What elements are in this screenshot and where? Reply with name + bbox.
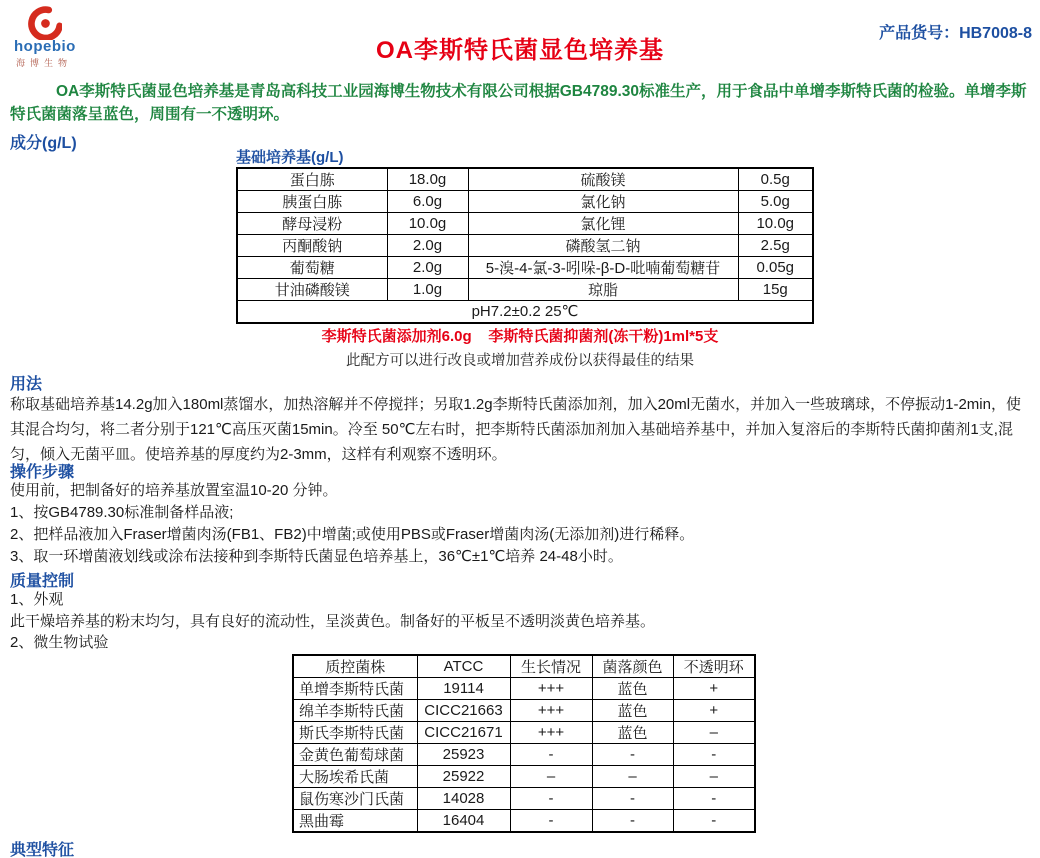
- table-cell: 10.0g: [738, 213, 813, 235]
- table-cell: 鼠伤寒沙门氏菌: [293, 788, 417, 810]
- table-cell: 葡萄糖: [237, 257, 387, 279]
- table-cell: -: [673, 788, 755, 810]
- qc-table-header-row: [293, 655, 755, 678]
- table-cell: 胰蛋白胨: [237, 191, 387, 213]
- table-row: [237, 235, 813, 257]
- table-cell: 5-溴-4-氯-3-吲哚-β-D-吡喃葡萄糖苷: [468, 257, 738, 279]
- table-cell: -: [592, 744, 673, 766]
- table-row: [293, 744, 755, 766]
- table-cell: 0.05g: [738, 257, 813, 279]
- table-cell: –: [592, 766, 673, 788]
- table-cell: –: [673, 722, 755, 744]
- table-cell: 蓝色: [592, 678, 673, 700]
- section-heading-typical: 典型特征: [10, 842, 75, 858]
- text-line: 3、取一环增菌液划线或涂布法接种到李斯特氏菌显色培养基上，36℃±1℃培养 24-48小时。: [10, 548, 623, 565]
- table-cell: 单增李斯特氏菌: [293, 678, 417, 700]
- table-cell: 25923: [417, 744, 510, 766]
- table-cell: 氯化钠: [468, 191, 738, 213]
- table-cell: CICC21671: [417, 722, 510, 744]
- section-heading-procedure: 操作步骤: [10, 464, 75, 481]
- table-cell: 硫酸镁: [468, 168, 738, 191]
- table-cell: –: [673, 766, 755, 788]
- table-header-cell: ATCC: [417, 655, 510, 678]
- table-row: [293, 810, 755, 833]
- table-cell: 蓝色: [592, 700, 673, 722]
- table-cell: 2.0g: [387, 257, 468, 279]
- text-line: 1、按GB4789.30标准制备样品液;: [10, 504, 234, 521]
- table-cell: 丙酮酸钠: [237, 235, 387, 257]
- table-cell: 25922: [417, 766, 510, 788]
- composition-table-title: 基础培养基(g/L): [236, 149, 344, 166]
- table-row: [293, 700, 755, 722]
- table-cell: 16404: [417, 810, 510, 833]
- table-row: [237, 279, 813, 301]
- section-heading-composition: 成分(g/L): [10, 135, 77, 152]
- table-cell: -: [510, 810, 592, 833]
- table-header-cell: 菌落颜色: [592, 655, 673, 678]
- table-cell: 15g: [738, 279, 813, 301]
- additives-note: 李斯特氏菌添加剂6.0g 李斯特氏菌抑菌剂(冻干粉)1ml*5支: [321, 328, 719, 345]
- table-header-cell: 质控菌株: [293, 655, 417, 678]
- table-cell: +: [673, 700, 755, 722]
- section-heading-usage: 用法: [10, 376, 43, 393]
- text-line: 此干燥培养基的粉末均匀，具有良好的流动性，呈淡黄色。制备好的平板呈不透明淡黄色培养基。: [10, 612, 656, 630]
- brand-name: hopebio: [14, 38, 76, 55]
- ph-row: [237, 301, 813, 323]
- text-line: 2、微生物试验: [10, 634, 109, 651]
- table-cell: 蛋白胨: [237, 168, 387, 191]
- table-cell: –: [510, 766, 592, 788]
- procedure-steps: [10, 480, 1030, 568]
- text-line: 使用前，把制备好的培养基放置室温10-20 分钟。: [10, 482, 338, 499]
- text-line: 1、外观: [10, 591, 64, 608]
- table-row: [237, 191, 813, 213]
- table-cell: 绵羊李斯特氏菌: [293, 700, 417, 722]
- usage-paragraph: 称取基础培养基14.2g加入180ml蒸馏水，加热溶解并不停搅拌；另取1.2g李斯特氏菌添加剂，加入20ml无菌水，并加入一些玻璃球，不停振动1-2min，使其混合均匀，将二者分别于121℃高压灭菌15min。冷至 50℃左右时，把李斯特氏菌添加剂加入基础培养基中，并加入复溶后的李斯特氏菌抑菌剂1支,混匀，倾入无菌平皿。使培养基的厚度约为2-3mm，这样有利观察不透明环。: [10, 396, 1021, 463]
- page-title: OA李斯特氏菌显色培养基: [376, 37, 664, 64]
- table-cell: 2.5g: [738, 235, 813, 257]
- table-cell: 酵母浸粉: [237, 213, 387, 235]
- table-cell: 琼脂: [468, 279, 738, 301]
- table-row: [237, 168, 813, 191]
- quality-notes: [10, 589, 1030, 654]
- table-row: [293, 722, 755, 744]
- table-cell: CICC21663: [417, 700, 510, 722]
- table-cell: 14028: [417, 788, 510, 810]
- table-row: [293, 678, 755, 700]
- table-cell: +++: [510, 700, 592, 722]
- section-heading-quality: 质量控制: [10, 573, 75, 590]
- table-cell: -: [510, 788, 592, 810]
- table-cell: 2.0g: [387, 235, 468, 257]
- table-row: [237, 213, 813, 235]
- table-cell: 10.0g: [387, 213, 468, 235]
- text-line: 2、把样品液加入Fraser增菌肉汤(FB1、FB2)中增菌;或使用PBS或Fraser增菌肉汤(无添加剂)进行稀释。: [10, 526, 695, 543]
- table-cell: 6.0g: [387, 191, 468, 213]
- table-row: [293, 766, 755, 788]
- table-cell: -: [592, 788, 673, 810]
- table-cell: 18.0g: [387, 168, 468, 191]
- table-header-cell: 生长情况: [510, 655, 592, 678]
- table-cell: 金黄色葡萄球菌: [293, 744, 417, 766]
- table-cell: -: [673, 810, 755, 833]
- brand-name-cn: 海博生物: [16, 58, 73, 68]
- table-cell: +: [673, 678, 755, 700]
- table-cell: 19114: [417, 678, 510, 700]
- ph-value: pH7.2±0.2 25℃: [237, 301, 813, 323]
- table-cell: +++: [510, 722, 592, 744]
- table-cell: -: [592, 810, 673, 833]
- table-cell: 1.0g: [387, 279, 468, 301]
- table-cell: 磷酸氢二钠: [468, 235, 738, 257]
- qc-table: [292, 654, 756, 833]
- table-cell: 氯化锂: [468, 213, 738, 235]
- table-cell: -: [510, 744, 592, 766]
- table-cell: 蓝色: [592, 722, 673, 744]
- table-cell: 斯氏李斯特氏菌: [293, 722, 417, 744]
- table-cell: +++: [510, 678, 592, 700]
- table-cell: 黑曲霉: [293, 810, 417, 833]
- table-cell: 大肠埃希氏菌: [293, 766, 417, 788]
- table-header-cell: 不透明环: [673, 655, 755, 678]
- table-cell: -: [673, 744, 755, 766]
- table-cell: 甘油磷酸镁: [237, 279, 387, 301]
- table-cell: 0.5g: [738, 168, 813, 191]
- product-code: 产品货号：HB7008-8: [879, 25, 1032, 42]
- table-cell: 5.0g: [738, 191, 813, 213]
- intro-paragraph: OA李斯特氏菌显色培养基是青岛高科技工业园海博生物技术有限公司根据GB4789.30标准生产，用于食品中单增李斯特氏菌的检验。单增李斯特氏菌菌落呈蓝色，周围有一不透明环。: [10, 83, 1027, 123]
- table-row: [293, 788, 755, 810]
- formula-note: 此配方可以进行改良或增加营养成份以获得最佳的结果: [346, 353, 694, 369]
- table-row: [237, 257, 813, 279]
- composition-table: [236, 167, 814, 324]
